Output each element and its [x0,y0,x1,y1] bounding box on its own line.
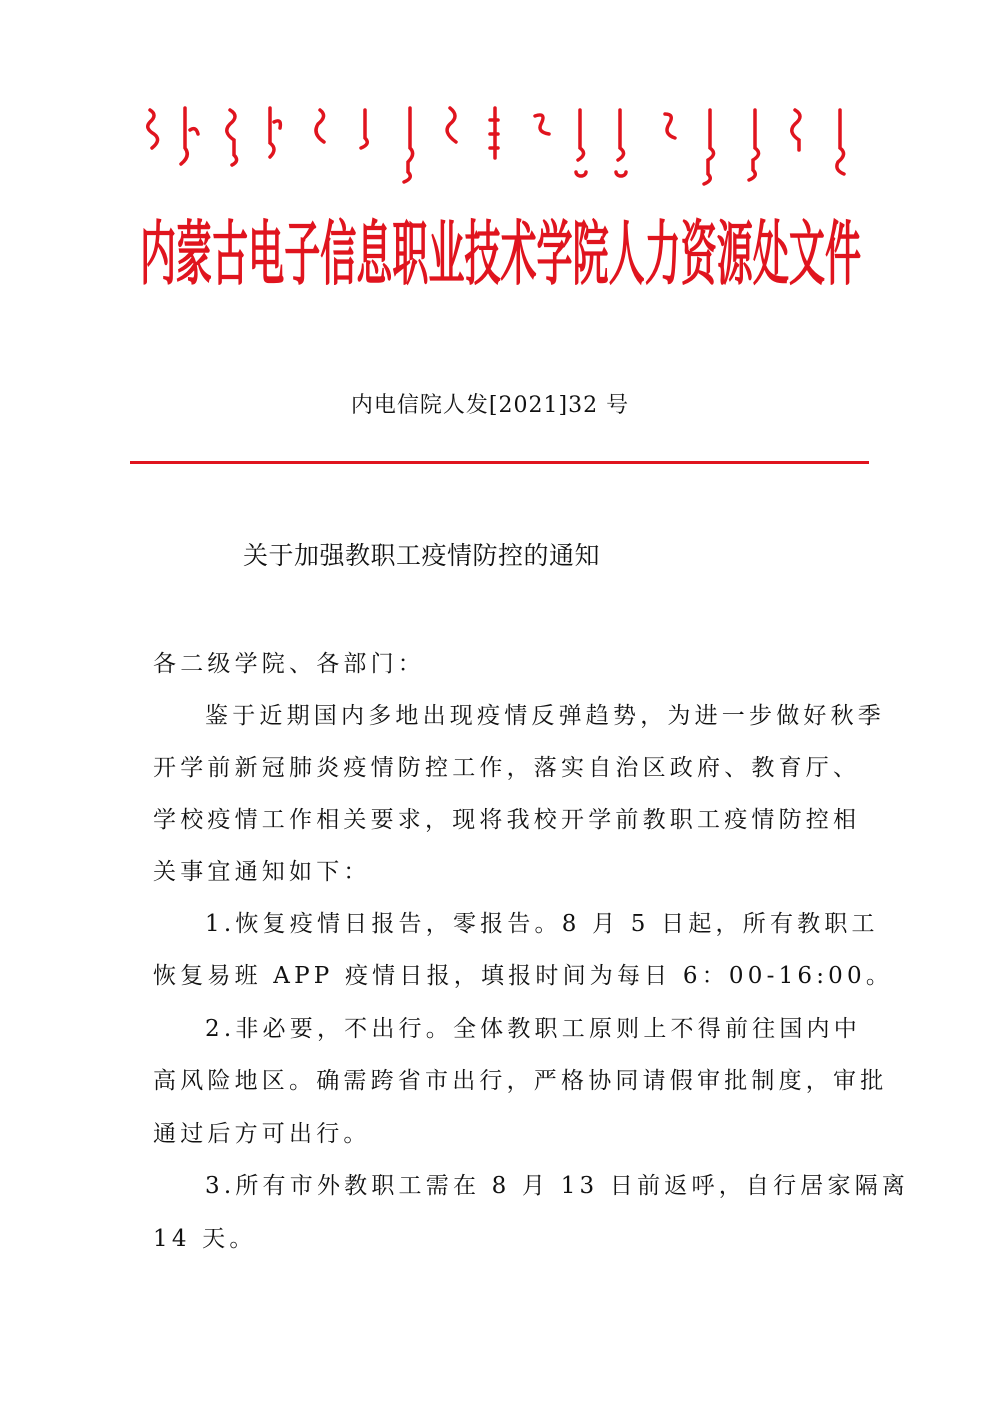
body-line: 开学前新冠肺炎疫情防控工作，落实自治区政府、教育厅、 [153,755,861,781]
document-number: 内电信院人发[2021]32 号 [350,393,630,418]
body-line: 学校疫情工作相关要求，现将我校开学前教职工疫情防控相 [153,807,861,833]
red-divider [130,461,869,464]
body-line: 通过后方可出行。 [153,1121,371,1147]
org-title: 内蒙古电子信息职业技术学院人力资源处文件 [140,213,861,295]
body-line: 14 天。 [153,1226,257,1252]
body-line: 1.恢复疫情日报告，零报告。8 月 5 日起，所有教职工 [205,911,879,937]
mongolian-script-header [140,100,860,195]
body-line: 高风险地区。确需跨省市出行，严格协同请假审批制度，审批 [153,1068,888,1094]
body-line: 恢复易班 APP 疫情日报，填报时间为每日 6：00-16:00。 [153,963,894,989]
salutation: 各二级学院、各部门： [153,651,425,677]
body-line: 2.非必要，不出行。全体教职工原则上不得前往国内中 [205,1016,861,1042]
body-line: 关事宜通知如下： [153,859,371,885]
notice-title: 关于加强教职工疫情防控的通知 [243,541,601,570]
body-line: 3.所有市外教职工需在 8 月 13 日前返呼，自行居家隔离 [205,1173,910,1199]
body-line: 鉴于近期国内多地出现疫情反弹趋势，为进一步做好秋季 [205,703,885,729]
